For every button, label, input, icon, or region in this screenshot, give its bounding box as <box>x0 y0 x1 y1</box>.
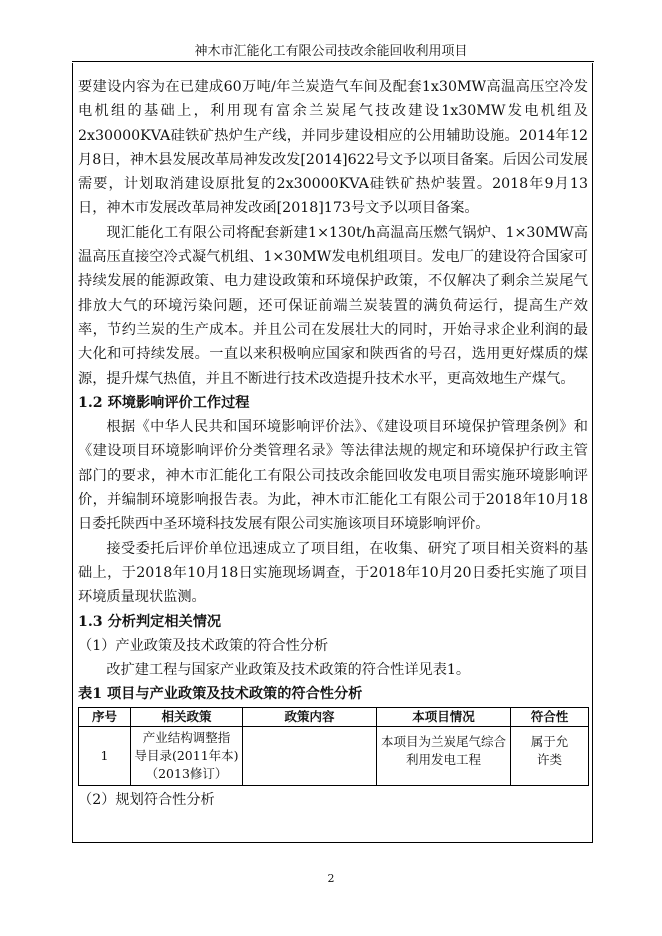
paragraph-eia-process: 接受委托后评价单位迅速成立了项目组，在收集、研究了项目相关资料的基础上，于2018年10月18日实施现场调查，于2018年10月20日委托实施了项目环境质量现状监测。 <box>78 540 588 606</box>
cell-situation-line: 利用发电工程 <box>405 751 481 767</box>
paragraph-eia-basis: 根据《中华人民共和国环境影响评价法》、《建设项目环境保护管理条例》和《建设项目环境影响评价分类管理名录》等法律法规的规定和环境保护行政主管部门的要求，神木市汇能化工有限公司技改余能回收发电项目需实施环境影响评价，并编制环境影响报告表。为此，神木市汇能化工有限公司于2018年10月18日委托陕西中圣环境科技发展有限公司实施该项目环境影响评价。 <box>78 419 588 533</box>
cell-no: 1 <box>79 726 131 785</box>
header-conformity: 符合性 <box>511 707 589 726</box>
subsection-industry-policy: （1）产业政策及技术政策的符合性分析 <box>78 637 329 654</box>
cell-conformity-line: 属于允 <box>530 733 569 749</box>
section-heading-1-3: 1.3 分析判定相关情况 <box>78 613 222 630</box>
page-number: 2 <box>327 872 335 885</box>
cell-conformity <box>511 726 589 785</box>
paragraph-project-overview: 现汇能化工有限公司将配套新建1×130t/h高温高压燃气锅炉、1×30MW高温高压直接空冷式凝气机组、1×30MW发电机组项目。发电厂的建设符合国家可持续发展的能源政策、电力建设政策和环境保护政策，不仅解决了剩余兰炭尾气排放大气的环境污染问题，还可保证前端兰炭装置的满负荷运行，提高生产效率，节约兰炭的生产成本。并且公司在发展壮大的同时，开始寻求企业利润的最大化和可持续发展。一直以来积极响应国家和陕西省的号召，选用更好煤质的煤源，提升煤气热值，并且不断进行技术改造提升技术水平，更高效地生产煤气。 <box>78 224 588 387</box>
table-header-row <box>79 707 589 726</box>
document-body <box>78 75 588 812</box>
cell-policy-line: （2013修订） <box>145 765 228 781</box>
page-header: 神木市汇能化工有限公司技改余能回收利用项目 <box>194 44 468 59</box>
header-rule <box>72 61 594 62</box>
header-policy-content: 政策内容 <box>243 707 377 726</box>
cell-conformity-line: 许类 <box>536 751 562 767</box>
cell-policy-line: 导目录(2011年本) <box>134 747 239 763</box>
cell-policy-line: 产业结构调整指 <box>142 729 231 745</box>
header-policy: 相关政策 <box>131 707 243 726</box>
header-project-situation: 本项目情况 <box>377 707 511 726</box>
cell-project-situation <box>377 726 511 785</box>
policy-conformity-table <box>78 707 589 786</box>
header-no: 序号 <box>79 707 131 726</box>
table-row <box>79 726 589 785</box>
subsection-planning: （2）规划符合性分析 <box>78 791 215 808</box>
cell-policy <box>131 726 243 785</box>
section-heading-1-2: 1.2 环境影响评价工作过程 <box>78 394 250 411</box>
paragraph-project-background: 要建设内容为在已建成60万吨/年兰炭造气车间及配套1x30MW高温高压空冷发电机组的基础上，利用现有富余兰炭尾气技改建设1x30MW发电机组及2x30000KVA硅铁矿热炉生产线，并同步建设相应的公用辅助设施。2014年12月8日，神木县发展改革局神发改发[2014]622号文予以项目备案。后因公司发展需要，计划取消建设原批复的2x30000KVA硅铁矿热炉装置。2018年9月13日，神木市发展改革局神发改函[2018]173号文予以项目备案。 <box>78 79 588 217</box>
cell-situation-line: 本项目为兰炭尾气综合 <box>380 733 506 749</box>
cell-policy-content <box>243 726 377 785</box>
table-caption: 表1 项目与产业政策及技术政策的符合性分析 <box>78 686 363 703</box>
paragraph-table-reference: 改扩建工程与国家产业政策及技术政策的符合性详见表1。 <box>106 662 471 679</box>
